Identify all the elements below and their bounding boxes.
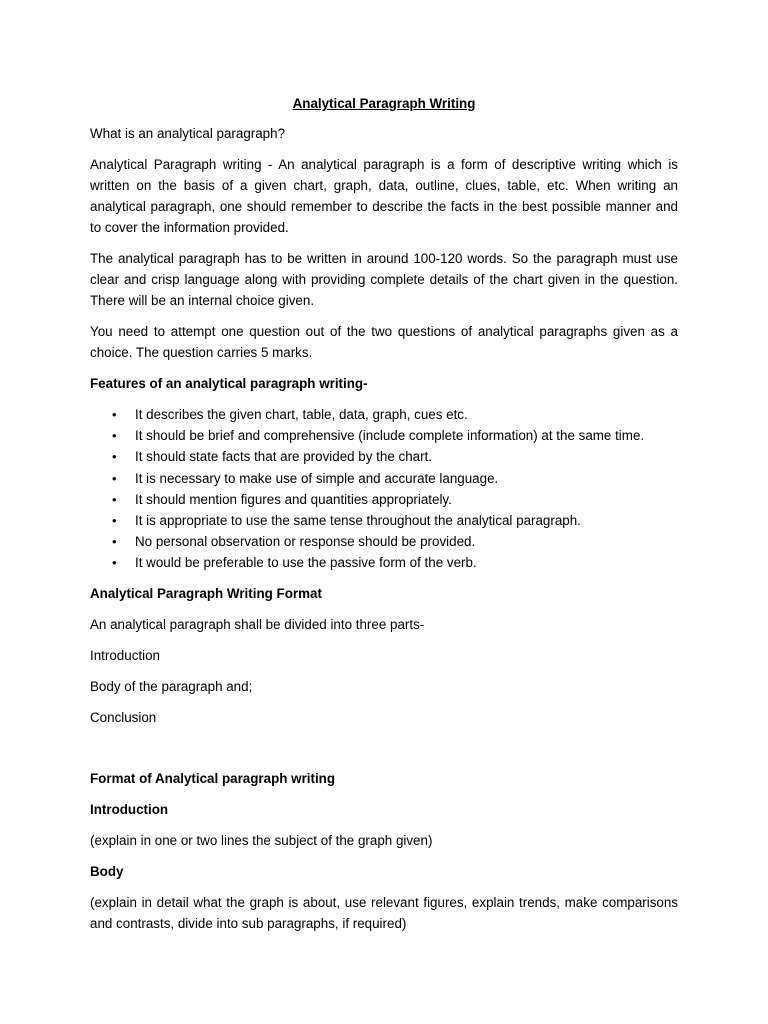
features-heading: Features of an analytical paragraph writing-	[90, 376, 368, 391]
list-item	[90, 425, 678, 446]
format-heading: Analytical Paragraph Writing Format	[90, 585, 322, 601]
list-item-text: It is necessary to make use of simple and accurate language.	[135, 470, 499, 486]
list-item	[90, 510, 678, 531]
list-item-text: It should state facts that are provided by the chart.	[135, 449, 432, 465]
list-item	[90, 468, 678, 489]
bullet-icon: •	[112, 534, 117, 550]
body-heading: Body	[90, 863, 124, 879]
list-item	[90, 404, 678, 425]
paragraph-marks: You need to attempt one question out of the two questions of analytical paragraphs given as a choice. The question carries 5 marks.	[90, 324, 678, 360]
list-item-text: It should be brief and comprehensive (include complete information) at the same time.	[135, 428, 645, 444]
bullet-icon: •	[112, 428, 117, 444]
question-line: What is an analytical paragraph?	[90, 126, 286, 141]
bullet-icon: •	[112, 449, 117, 465]
bullet-icon: •	[112, 407, 117, 422]
features-list	[90, 404, 678, 574]
bullet-icon: •	[112, 512, 117, 528]
document-title: Analytical Paragraph Writing	[292, 96, 476, 111]
introduction-heading: Introduction	[90, 801, 169, 817]
list-item-text: It should mention figures and quantities appropriately.	[135, 491, 452, 507]
paragraph-definition: Analytical Paragraph writing - An analytical paragraph is a form of descriptive writing which is written on the basis of a given chart, graph, data, outline, clues, table, etc. When writing an analytical paragraph, one should remember to describe the facts in the best possible manner and to cover the information provided.	[90, 157, 678, 235]
format-section-heading: Format of Analytical paragraph writing	[90, 770, 336, 786]
bullet-icon: •	[112, 555, 117, 571]
paragraph-word-limit: The analytical paragraph has to be written in around 100-120 words. So the paragraph must use clear and crisp language along with providing complete details of the chart given in the question. There will be an internal choice given.	[90, 251, 678, 308]
part-conclusion: Conclusion	[90, 709, 157, 725]
format-intro: An analytical paragraph shall be divided into three parts-	[90, 616, 425, 632]
list-item-text: It is appropriate to use the same tense throughout the analytical paragraph.	[135, 512, 581, 528]
document-page	[90, 93, 678, 944]
section-spacer	[90, 738, 678, 768]
list-item	[90, 489, 678, 510]
part-body: Body of the paragraph and;	[90, 678, 253, 694]
list-item	[90, 446, 678, 467]
list-item-text: It describes the given chart, table, data, graph, cues etc.	[135, 407, 468, 422]
list-item-text: No personal observation or response should be provided.	[135, 534, 476, 550]
list-item	[90, 531, 678, 552]
bullet-icon: •	[112, 491, 117, 507]
part-introduction: Introduction	[90, 647, 160, 663]
introduction-text: (explain in one or two lines the subject of the graph given)	[90, 832, 433, 848]
bullet-icon: •	[112, 470, 117, 486]
list-item-text: It would be preferable to use the passive form of the verb.	[135, 555, 477, 571]
list-item	[90, 552, 678, 573]
body-text: (explain in detail what the graph is about, use relevant figures, explain trends, make comparisons and contrasts, divide into sub paragraphs, if required)	[90, 894, 678, 931]
